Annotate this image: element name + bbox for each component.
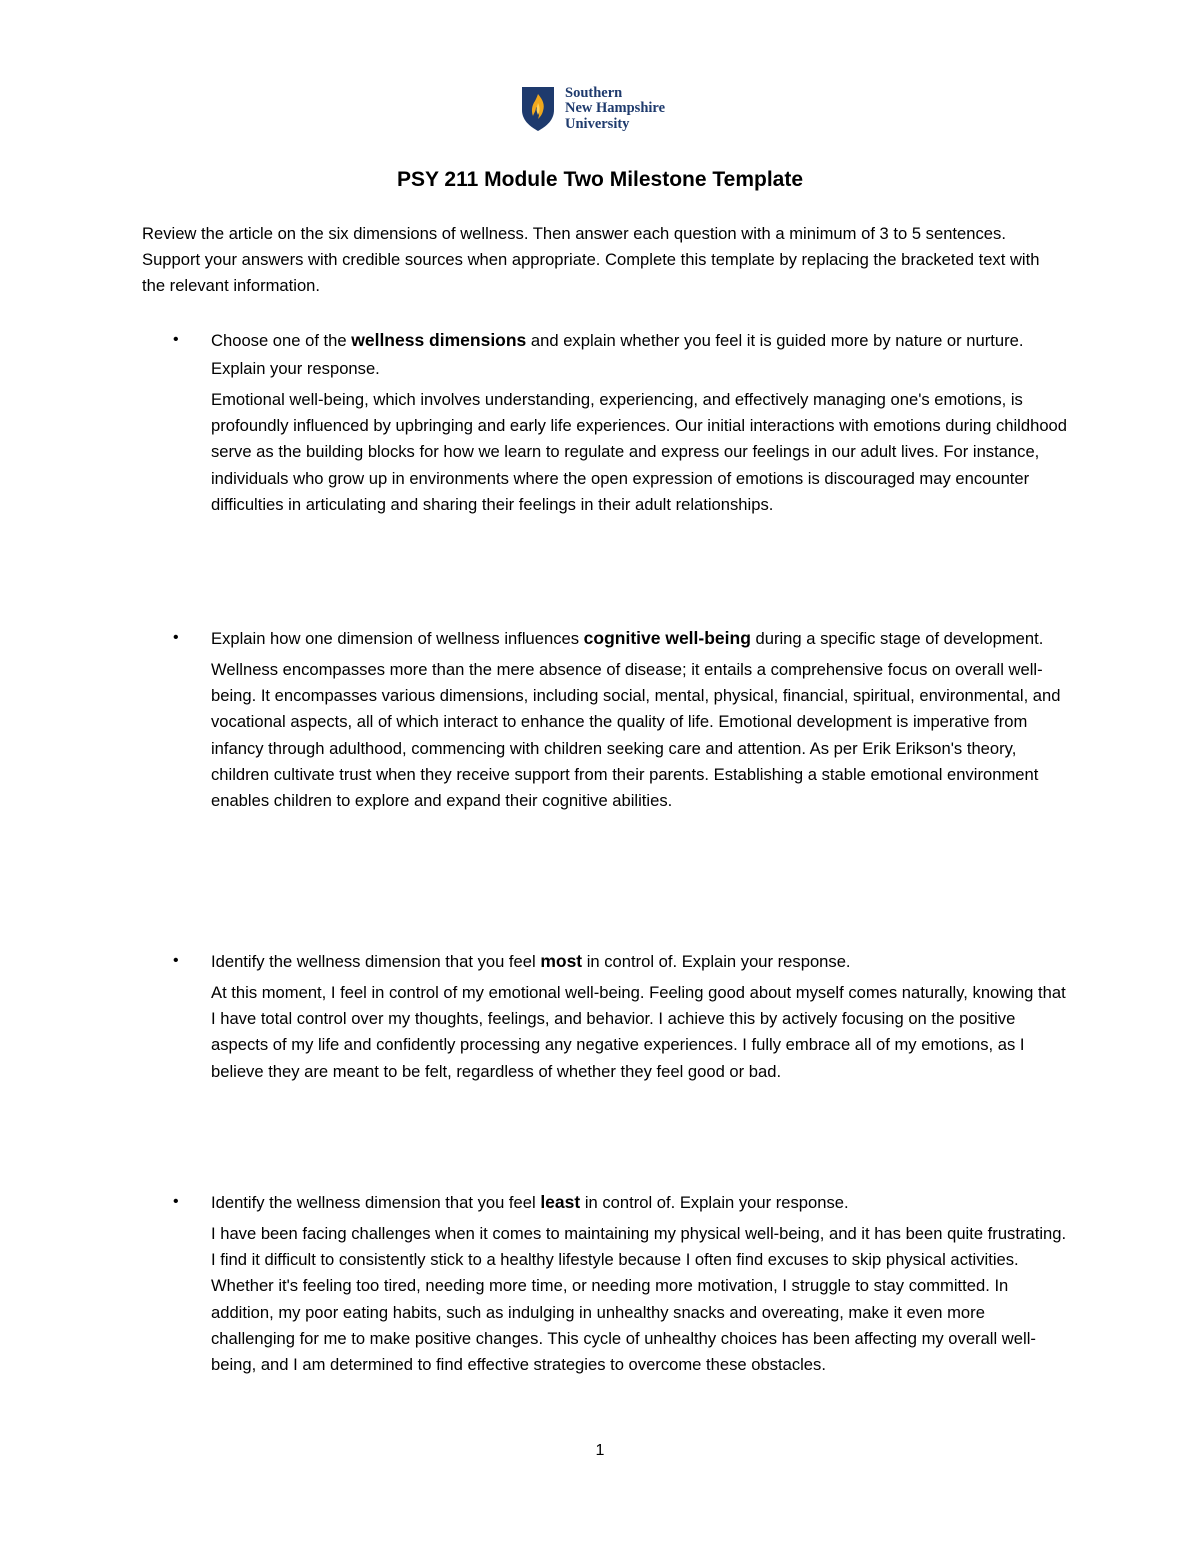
- question-keyword: most: [540, 951, 583, 971]
- question-text-end: in control of. Explain your response.: [582, 952, 851, 971]
- answer-text: At this moment, I feel in control of my emotional well-being. Feeling good about myself comes naturally, knowing that I have total control over my thoughts, feelings, and behavior. I achieve this by actively focusing on the positive aspects of my life and confidently processing any negative experiences. I fully embrace all of my emotions, as I believe they are meant to be felt, regardless of whether they feel good or bad.: [211, 983, 1066, 1081]
- intro-paragraph: Review the article on the six dimensions of wellness. Then answer each question with a minimum of 3 to 5 sentences. Support your answers with credible sources when appropriate. Complete this template by replacing the bracketed text with the relevant information.: [142, 224, 1040, 295]
- university-name: [565, 86, 665, 133]
- logo-line-3: University: [565, 115, 630, 132]
- answer-text: I have been facing challenges when it comes to maintaining my physical well-being, and it has been quite frustrating. I find it difficult to consistently stick to a healthy lifestyle because I often find excuses to skip physical activities. Whether it's feeling too tired, needing more time, or needing more motivation, I struggle to stay committed. In addition, my poor eating habits, such as indulging in unhealthy snacks and overeating, make it even more challenging for me to make positive changes. This cycle of unhealthy choices has been affecting my overall well-being, and I am determined to find effective strategies to overcome these obstacles.: [211, 1224, 1067, 1375]
- question-text-start: Explain how one dimension of wellness influences: [211, 629, 584, 648]
- question-text-start: Choose one of the: [211, 331, 352, 350]
- university-shield-flame-icon: [521, 86, 555, 132]
- question-block-3: [173, 947, 1071, 1085]
- document-title: PSY 211 Module Two Milestone Template: [396, 168, 804, 191]
- bullet-marker: •: [173, 629, 179, 646]
- question-block-2: [173, 624, 1071, 814]
- question-keyword: least: [540, 1192, 581, 1212]
- question-text: [211, 947, 1071, 976]
- bullet-marker: •: [173, 331, 179, 348]
- question-text-end: during a specific stage of development.: [750, 629, 1044, 648]
- question-text: [211, 1188, 1071, 1217]
- question-text: [211, 326, 1071, 383]
- question-text-end: and explain whether you feel it is guided more by nature or nurture. Explain your response.: [211, 331, 1024, 378]
- question-keyword: cognitive well-being: [583, 628, 751, 648]
- question-text: [211, 624, 1071, 653]
- bullet-marker: •: [173, 1193, 179, 1210]
- answer-text: Wellness encompasses more than the mere absence of disease; it entails a comprehensive focus on overall well-being. It encompasses various dimensions, including social, mental, physical, financial, spiritual, environmental, and vocational aspects, all of which interact to enhance the quality of life. Emotional development is imperative from infancy through adulthood, commencing with children seeking care and attention. As per Erik Erikson's theory, children cultivate trust when they receive support from their parents. Establishing a stable emotional environment enables children to explore and expand their cognitive abilities.: [211, 660, 1061, 811]
- answer-text: Emotional well-being, which involves understanding, experiencing, and effectively managing one's emotions, is profoundly influenced by upbringing and early life experiences. Our initial interactions with emotions during childhood serve as the building blocks for how we learn to regulate and express our feelings in our adult lives. For instance, individuals who grow up in environments where the open expression of emotions is discouraged may encounter difficulties in articulating and sharing their feelings in their adult relationships.: [211, 390, 1068, 514]
- question-block-1: [173, 326, 1071, 518]
- logo-line-1: Southern: [565, 84, 623, 101]
- question-block-4: [173, 1188, 1071, 1378]
- logo-line-2: New Hampshire: [565, 100, 666, 117]
- bullet-marker: •: [173, 952, 179, 969]
- question-keyword: wellness dimensions: [351, 330, 527, 350]
- question-text-start: Identify the wellness dimension that you feel: [211, 1193, 541, 1212]
- question-text-start: Identify the wellness dimension that you feel: [211, 952, 541, 971]
- question-text-end: in control of. Explain your response.: [580, 1193, 849, 1212]
- university-logo: [521, 84, 665, 134]
- page-number: 1: [595, 1442, 605, 1459]
